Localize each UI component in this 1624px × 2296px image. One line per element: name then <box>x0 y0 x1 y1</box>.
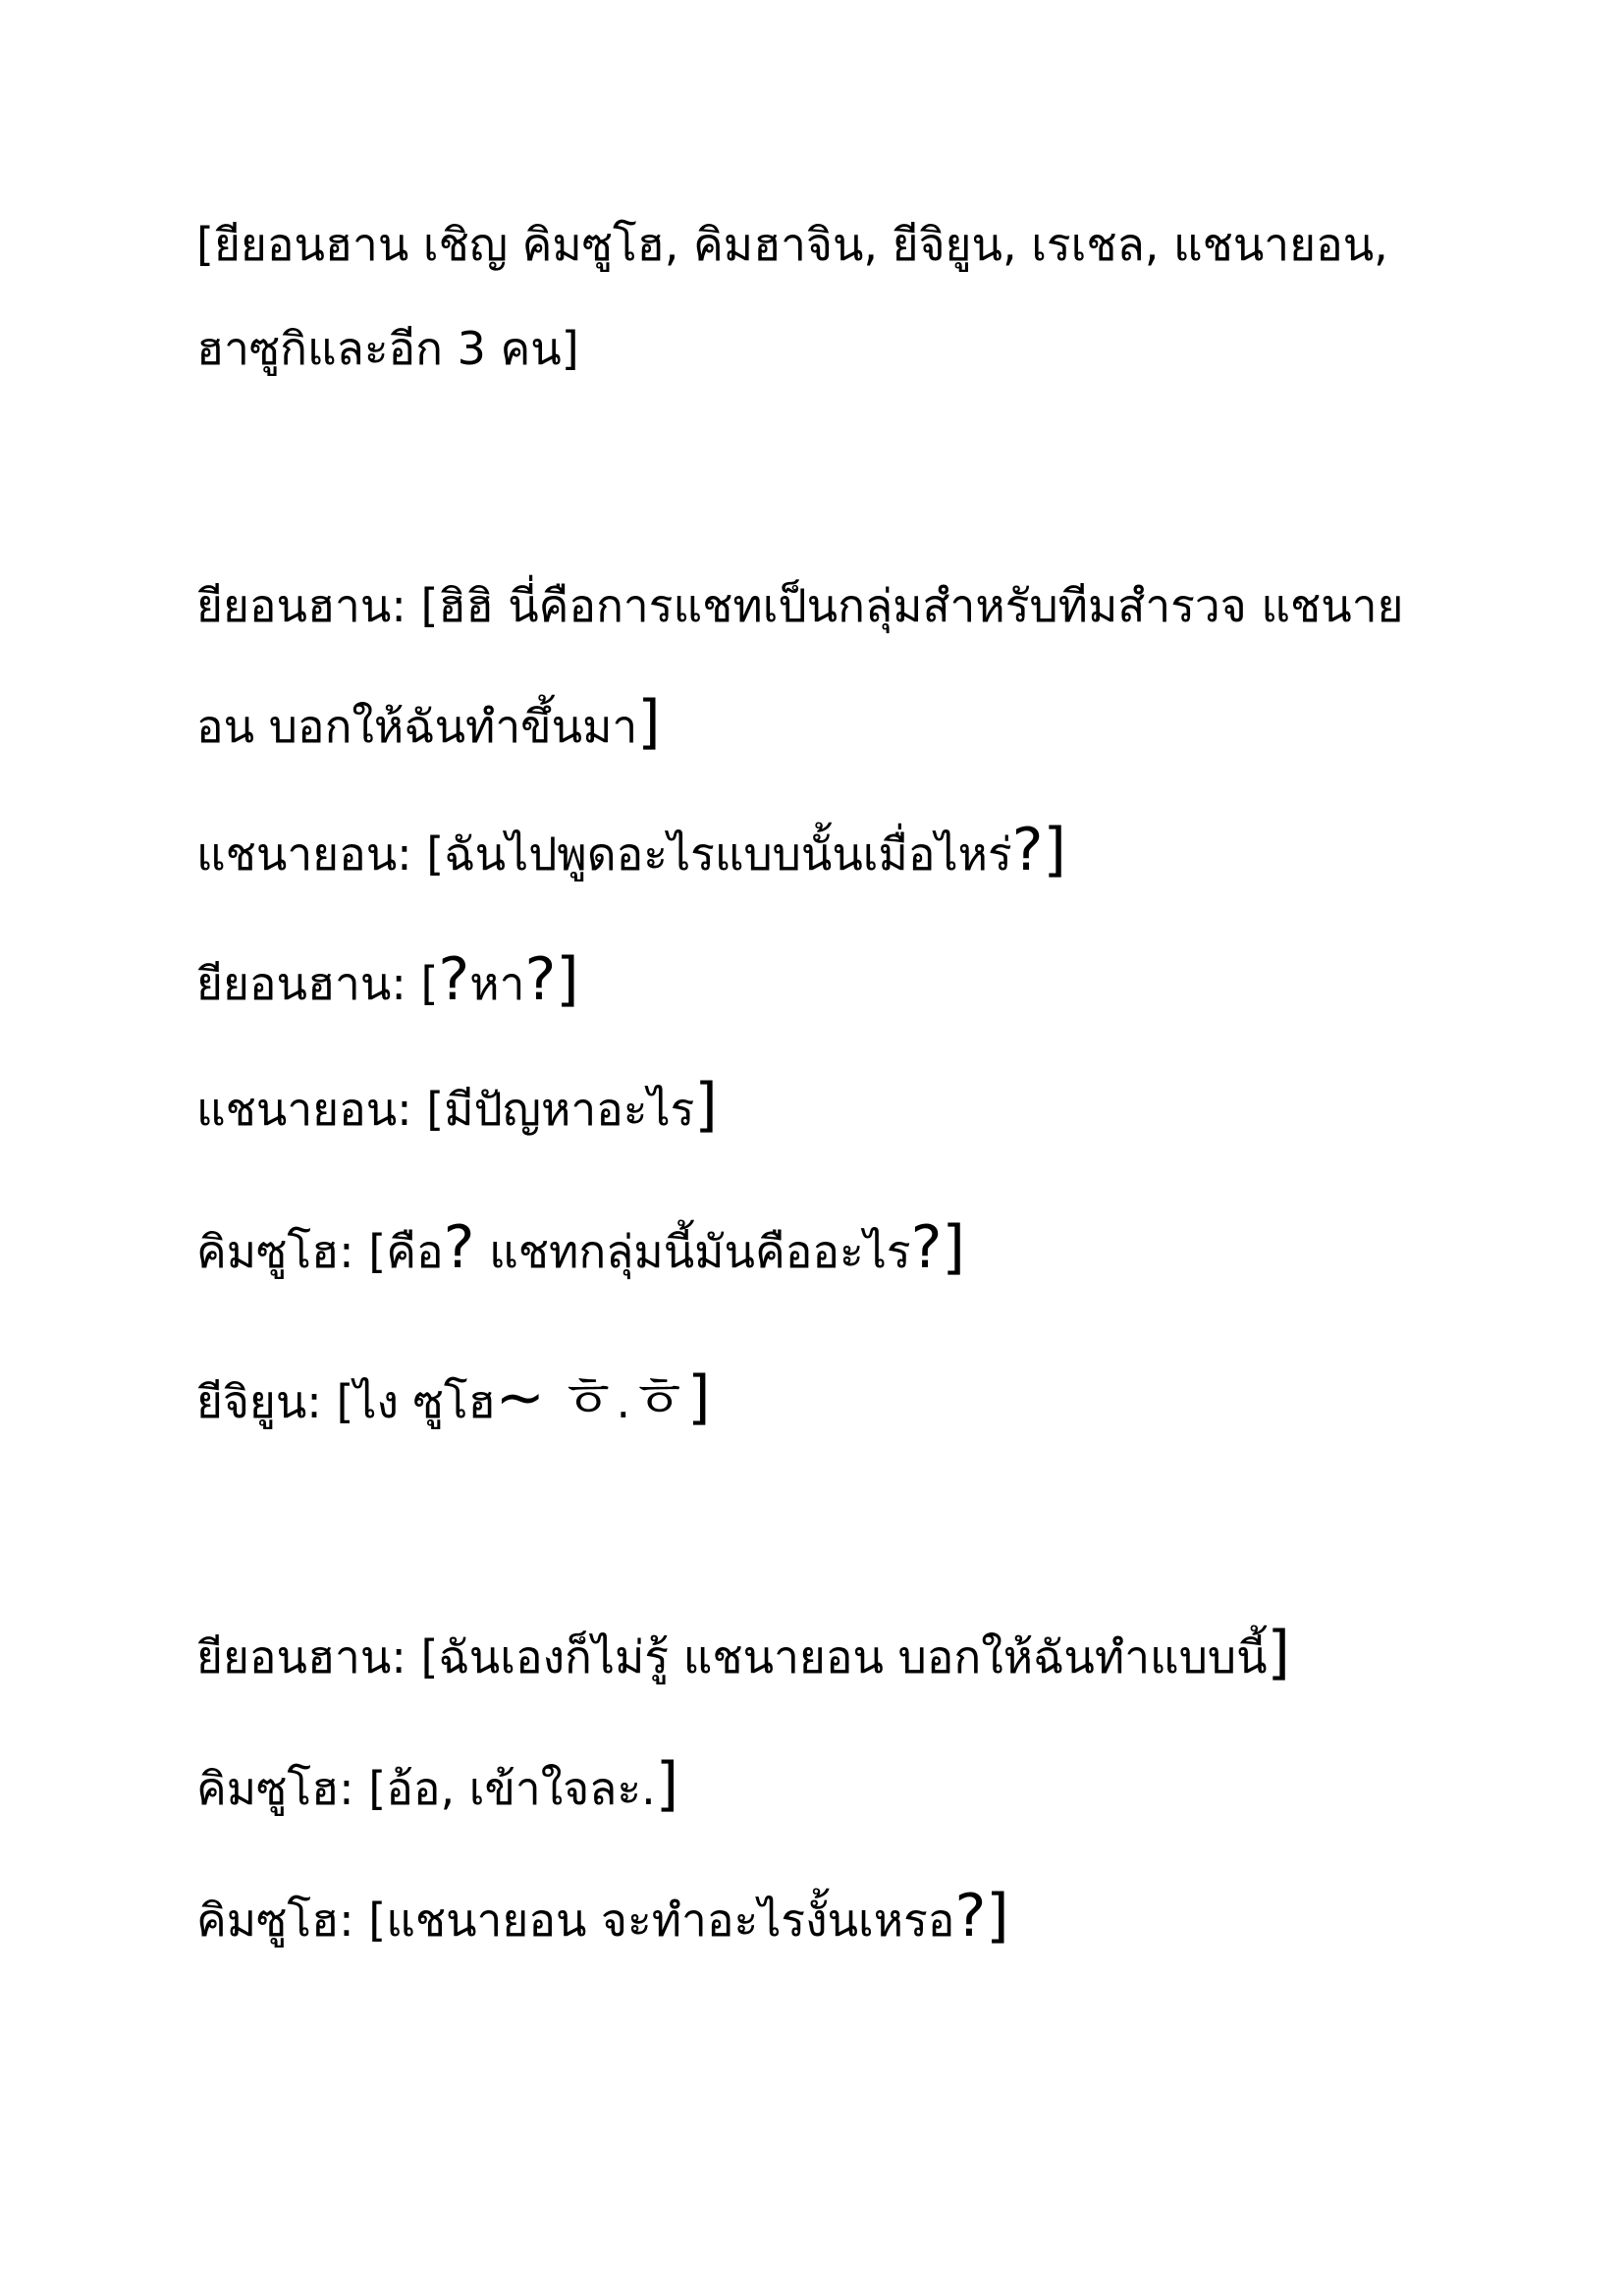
dialogue-line <box>196 1212 1473 1283</box>
message-text: [ฉนเองกไมร แชนายอน บอกใหฉนทแบบน] <box>420 1619 1290 1687</box>
dialogue-line <box>196 944 1473 1015</box>
message-text: [?หา?] <box>420 945 579 1014</box>
speaker-name: ยียอนฮาน: <box>196 1630 406 1683</box>
message-text: [ฉนไปพดอะไรแบบนนเมอไหร?] <box>426 816 1066 884</box>
speaker-name: คิมซูโฮ: <box>196 1894 354 1947</box>
message-text: [ออ, เขาใจละ.] <box>368 1750 679 1819</box>
speaker-name: ยีจิยูน: <box>196 1375 322 1428</box>
dialogue-line <box>196 1070 1473 1141</box>
line-text: ฮาซูกิและอีก 3 คน] <box>196 322 579 375</box>
dialogue-line <box>196 579 1473 633</box>
dialogue-line-continuation <box>196 687 1473 758</box>
dialogue-line <box>196 1749 1473 1820</box>
dialogue-line <box>196 1881 1473 1951</box>
dialogue-line <box>196 1618 1473 1688</box>
system-invite-line-2 <box>196 322 1473 376</box>
speaker-name: คิมซูโฮ: <box>196 1762 354 1815</box>
speaker-name: ยียอนฮาน: <box>196 579 406 632</box>
speaker-name: คิมซูโฮ: <box>196 1225 354 1278</box>
message-text: [แชนายอน จะทอะไรงนเหรอ?] <box>368 1882 1009 1950</box>
message-text: [ไง ซโฮ~ ㅎ.ㅎ] <box>336 1363 711 1432</box>
speaker-name: ยียอนฮาน: <box>196 957 406 1010</box>
message-text: [ฮฮ นคอการแชทเปนกลมสหรบทมสรวจ แชนาย <box>420 579 1404 632</box>
speaker-name: แชนายอน: <box>196 828 412 881</box>
dialogue-line <box>196 1362 1473 1433</box>
message-text: อน บอกใหฉนทขนมา] <box>196 688 661 757</box>
system-invite-line-1 <box>196 218 1473 272</box>
line-text: [ยียอนฮาน เชิญ คิมซูโฮ, คิมฮาจิน, ยีจิยูน, เรเชล, แชนายอน, <box>196 218 1388 271</box>
message-text: [คอ? แชทกลมนมนคออะไร?] <box>368 1213 965 1282</box>
speaker-name: แชนายอน: <box>196 1083 412 1136</box>
message-text: [มปญหาอะไร] <box>426 1071 718 1140</box>
dialogue-line <box>196 815 1473 885</box>
